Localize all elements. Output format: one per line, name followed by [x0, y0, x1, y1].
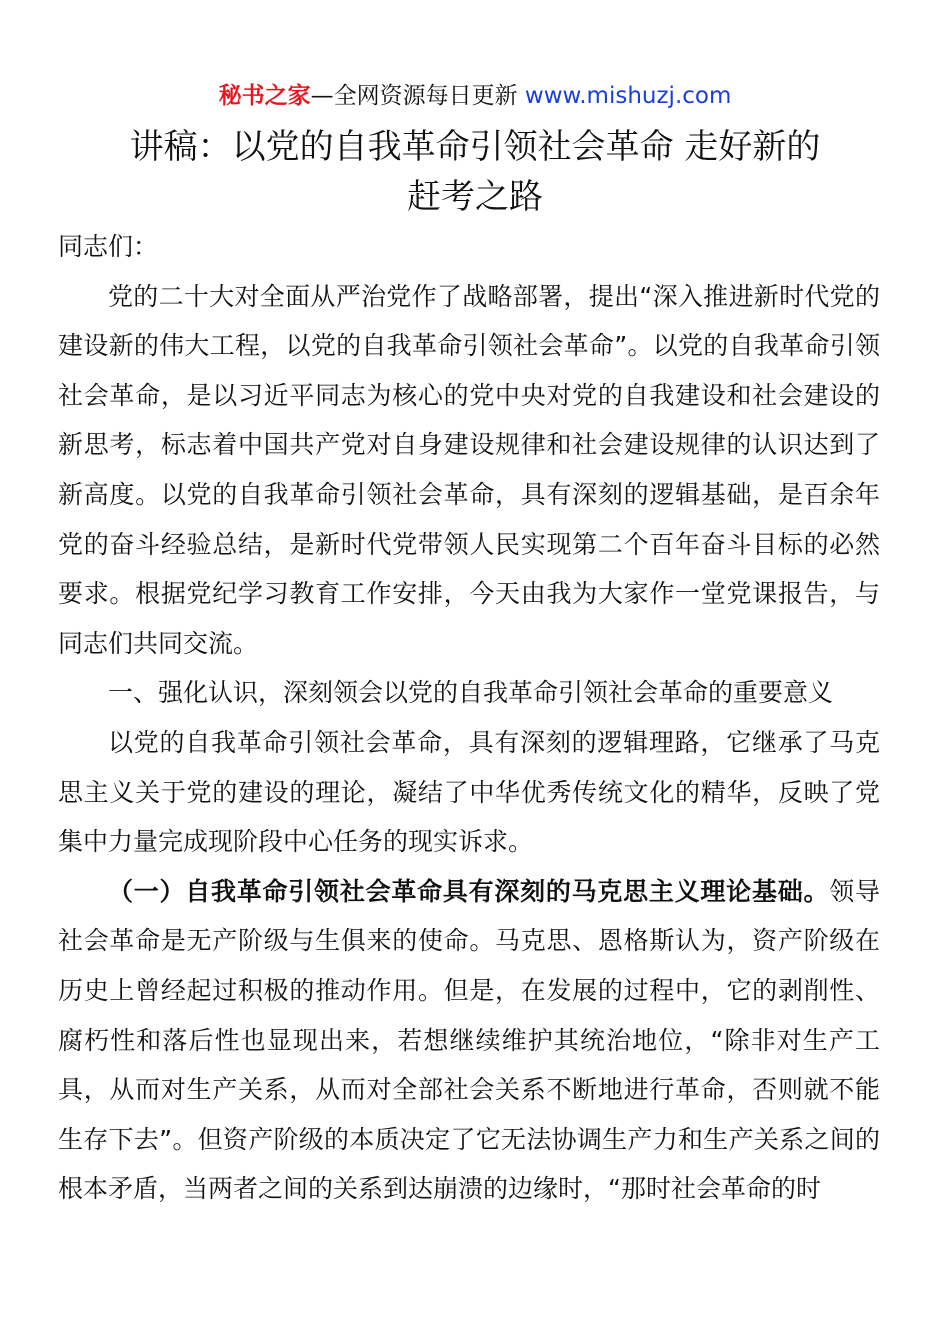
salutation: 同志们：	[58, 232, 159, 261]
body-paragraph-3	[58, 867, 880, 1214]
document-body	[58, 222, 880, 1214]
body-paragraph-2: 以党的自我革命引领社会革命，具有深刻的逻辑理路，它继承了马克思主义关于党的建设的理论，凝结了中华优秀传统文化的精华，反映了党集中力量完成现阶段中心任务的现实诉求。	[58, 727, 880, 857]
section-heading-1: 一、强化认识，深刻领会以党的自我革命引领社会革命的重要意义	[108, 678, 834, 708]
document-title	[60, 122, 890, 222]
site-url-link[interactable]: www.mishuzj.com	[524, 83, 732, 109]
subsection-heading-1: （一）自我革命引领社会革命具有深刻的马克思主义理论基础。	[108, 876, 830, 906]
document-title-line-1: 讲稿：以党的自我革命引领社会革命 走好新的	[129, 127, 821, 167]
body-paragraph-3-text: 领导社会革命是无产阶级与生俱来的使命。马克思、恩格斯认为，资产阶级在历史上曾经起过积极的推动作用。但是，在发展的过程中，它的剥削性、腐朽性和落后性也显现出来，若想继续维护其统治地位，“除非对生产工具，从而对生产关系，从而对全部社会关系不断地进行革命，否则就不能生存下去”。但资产阶级的本质决定了它无法协调生产力和生产关系之间的根本矛盾，当两者之间的关系到达崩溃的边缘时，“那时社会革命的时	[58, 876, 880, 1204]
document-title-line-2: 赶考之路	[407, 177, 543, 217]
site-brand: 秘书之家	[218, 83, 311, 109]
site-banner	[0, 80, 950, 112]
body-paragraph-1: 党的二十大对全面从严治党作了战略部署，提出“深入推进新时代党的建设新的伟大工程，以党的自我革命引领社会革命”。以党的自我革命引领社会革命，是以习近平同志为核心的党中央对党的自我建设和社会建设的新思考，标志着中国共产党对自身建设规律和社会建设规律的认识达到了新高度。以党的自我革命引领社会革命，具有深刻的逻辑基础，是百余年党的奋斗经验总结，是新时代党带领人民实现第二个百年奋斗目标的必然要求。根据党纪学习教育工作安排，今天由我为大家作一堂党课报告，与同志们共同交流。	[58, 281, 880, 658]
site-tagline: —全网资源每日更新	[310, 83, 525, 109]
